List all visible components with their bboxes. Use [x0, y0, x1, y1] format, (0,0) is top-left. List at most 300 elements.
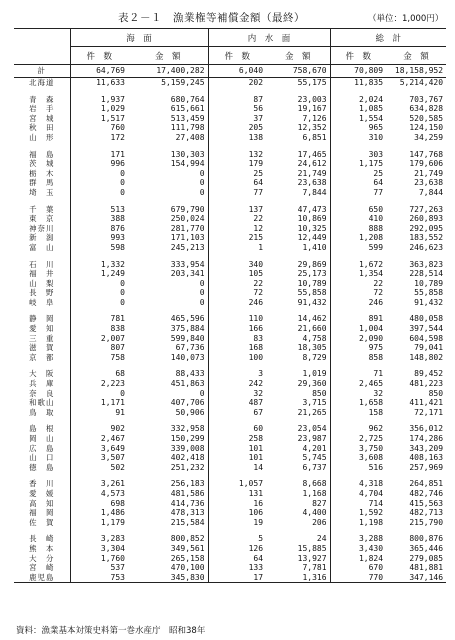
- inland-count-cell: 32: [208, 389, 266, 399]
- total-count-cell: 1,592: [330, 508, 386, 518]
- sea-count-cell: 876: [70, 224, 128, 234]
- inland-count-cell: 132: [208, 150, 266, 160]
- inland-amount-cell: 18,305: [297, 343, 327, 353]
- table-row: [14, 214, 446, 224]
- sea-amount-cell: 0: [199, 297, 205, 307]
- sea-amount-cell: 111,798: [170, 123, 205, 133]
- sea-count-cell: 91: [70, 408, 128, 418]
- total-amount-cell: 292,095: [409, 223, 444, 233]
- total-amount-cell: 482,713: [409, 508, 444, 518]
- total-count-cell: 4,704: [330, 489, 386, 499]
- table-row: [14, 573, 446, 583]
- header-amount: 金 額: [266, 47, 330, 65]
- total-count-cell: 962: [330, 424, 386, 434]
- table-title: 表２－１ 漁業権等補償金額（最終）: [118, 12, 305, 24]
- sea-count-cell: 0: [70, 279, 128, 289]
- inland-amount-cell: 6,737: [302, 462, 327, 472]
- table-row: [14, 279, 446, 289]
- inland-amount-cell: 758,670: [266, 65, 330, 78]
- sea-count-cell: 807: [70, 343, 128, 353]
- sea-count-cell: 3,507: [70, 453, 128, 463]
- total-amount-cell: 279,085: [409, 553, 444, 563]
- table-row: [14, 314, 446, 324]
- total-count-cell: 1,554: [330, 114, 386, 124]
- total-count-cell: 858: [330, 353, 386, 363]
- header-amount: 金 額: [128, 47, 208, 65]
- inland-amount-cell: 14,462: [297, 314, 327, 324]
- table-row: [14, 508, 446, 518]
- sea-amount-cell: 414,736: [170, 498, 205, 508]
- inland-count-cell: 60: [208, 424, 266, 434]
- total-amount-cell: 347,146: [386, 573, 446, 583]
- sea-amount-cell: 245,213: [170, 242, 205, 252]
- total-amount-cell: 72,171: [414, 407, 444, 417]
- total-amount-cell: 411,421: [409, 398, 444, 408]
- prefecture-name: 群 馬: [29, 178, 55, 188]
- inland-amount-cell: 21,265: [297, 407, 327, 417]
- prefecture-name: 山 口: [29, 453, 55, 463]
- sea-amount-cell: 5,159,245: [161, 78, 205, 87]
- table-row: [14, 298, 446, 308]
- inland-count-cell: 22: [208, 279, 266, 289]
- inland-amount-cell: 25,173: [297, 269, 327, 279]
- total-count-cell: 4,318: [330, 479, 386, 489]
- inland-amount-cell: 13,927: [297, 553, 327, 563]
- row-spacer: [14, 417, 446, 424]
- inland-count-cell: 215: [208, 233, 266, 243]
- table-row: [14, 123, 446, 133]
- inland-amount-cell: 91,432: [297, 297, 327, 307]
- table-row: [14, 288, 446, 298]
- inland-count-cell: 101: [208, 444, 266, 454]
- inland-count-cell: 64: [208, 554, 266, 564]
- total-count-cell: 1,672: [330, 260, 386, 270]
- sea-count-cell: 753: [70, 573, 128, 583]
- prefecture-name: 静 岡: [29, 314, 55, 324]
- sea-amount-cell: 800,852: [170, 534, 205, 544]
- sea-count-cell: 3,304: [70, 544, 128, 554]
- total-count-cell: 70,809: [330, 65, 386, 78]
- inland-amount-cell: 3,715: [302, 398, 327, 408]
- total-count-cell: 1,658: [330, 398, 386, 408]
- sea-count-cell: 1,760: [70, 554, 128, 564]
- total-count-cell: 2,090: [330, 334, 386, 344]
- prefecture-name: 兵 庫: [29, 379, 55, 389]
- inland-amount-cell: 4,758: [302, 333, 327, 343]
- inland-count-cell: 77: [208, 188, 266, 198]
- total-count-cell: 3,430: [330, 544, 386, 554]
- sea-amount-cell: 451,863: [170, 379, 205, 389]
- sea-amount-cell: 513,459: [170, 113, 205, 123]
- total-count-cell: 3,750: [330, 444, 386, 454]
- table-row: [14, 104, 446, 114]
- total-amount-cell: 397,544: [409, 324, 444, 334]
- total-count-cell: 310: [330, 133, 386, 143]
- prefecture-name: 和歌山: [29, 398, 55, 408]
- table-body: [14, 65, 446, 583]
- prefecture-name: 島 根: [29, 424, 55, 434]
- sea-count-cell: 171: [70, 150, 128, 160]
- table-row: [14, 188, 446, 198]
- prefecture-name: 三 重: [29, 333, 55, 343]
- source-note: 資料：漁業基本対策史料第一巻水産庁 昭和38年: [16, 626, 206, 636]
- total-count-cell: 965: [330, 123, 386, 133]
- inland-amount-cell: 7,844: [302, 187, 327, 197]
- table-row: [14, 554, 446, 564]
- prefecture-name: 宮 崎: [29, 563, 55, 573]
- total-count-cell: 2,024: [330, 95, 386, 105]
- inland-amount-cell: 17,465: [297, 149, 327, 159]
- prefecture-name: 岩 手: [29, 104, 55, 114]
- total-count-cell: 303: [330, 150, 386, 160]
- prefecture-name: 埼 玉: [29, 187, 55, 197]
- total-amount-cell: 18,158,952: [386, 65, 446, 78]
- sea-amount-cell: 154,994: [170, 159, 205, 169]
- inland-amount-cell: 1,410: [302, 242, 327, 252]
- header-count: 件 数: [330, 47, 386, 65]
- inland-amount-cell: 21,749: [297, 168, 327, 178]
- inland-count-cell: 3: [208, 369, 266, 379]
- total-count-cell: 888: [330, 224, 386, 234]
- table-row: [14, 169, 446, 179]
- inland-amount-cell: 12,352: [297, 123, 327, 133]
- prefecture-name: 大 分: [29, 553, 55, 563]
- table-row: [14, 379, 446, 389]
- row-spacer: [14, 88, 446, 95]
- inland-amount-cell: 55,858: [297, 288, 327, 298]
- sea-amount-cell: 203,341: [170, 269, 205, 279]
- total-count-cell: 64: [330, 178, 386, 188]
- table-row: [14, 205, 446, 215]
- inland-count-cell: 101: [208, 453, 266, 463]
- total-amount-cell: 264,851: [409, 479, 444, 489]
- table-row: [14, 489, 446, 499]
- total-count-cell: 1,175: [330, 159, 386, 169]
- total-amount-cell: 408,163: [409, 453, 444, 463]
- total-count-cell: 1,198: [330, 518, 386, 528]
- sea-amount-cell: 332,958: [170, 424, 205, 434]
- sea-count-cell: 1,937: [70, 95, 128, 105]
- sea-amount-cell: 345,830: [128, 573, 208, 583]
- total-amount-cell: 179,606: [409, 159, 444, 169]
- sea-amount-cell: 140,073: [170, 352, 205, 362]
- sea-amount-cell: 251,232: [170, 462, 205, 472]
- inland-count-cell: 37: [208, 114, 266, 124]
- header-count: 件 数: [208, 47, 266, 65]
- table-row: [14, 499, 446, 509]
- sea-count-cell: 502: [70, 463, 128, 473]
- inland-amount-cell: 850: [312, 388, 327, 398]
- prefecture-name: 山 形: [29, 132, 55, 142]
- prefecture-name: 熊 本: [29, 543, 55, 553]
- table-row: [14, 563, 446, 573]
- prefecture-name: 高 知: [29, 498, 55, 508]
- inland-count-cell: 168: [208, 343, 266, 353]
- sea-amount-cell: 130,303: [170, 149, 205, 159]
- prefecture-name: 計: [14, 65, 70, 78]
- sea-count-cell: 3,283: [70, 534, 128, 544]
- total-amount-cell: 365,446: [409, 543, 444, 553]
- total-count-cell: 3,608: [330, 453, 386, 463]
- header-amount: 金 額: [386, 47, 446, 65]
- inland-amount-cell: 10,789: [297, 278, 327, 288]
- sea-amount-cell: 256,183: [170, 479, 205, 489]
- inland-amount-cell: 24: [316, 534, 327, 544]
- prefecture-name: 奈 良: [29, 388, 55, 398]
- total-amount-cell: 800,876: [409, 534, 444, 544]
- sea-count-cell: 760: [70, 123, 128, 133]
- sea-count-cell: 1,171: [70, 398, 128, 408]
- sea-count-cell: 68: [70, 369, 128, 379]
- prefecture-name: 滋 賀: [29, 343, 55, 353]
- sea-count-cell: 0: [70, 188, 128, 198]
- sea-count-cell: 1,179: [70, 518, 128, 528]
- header-prefecture: [14, 29, 70, 65]
- total-count-cell: 975: [330, 343, 386, 353]
- total-amount-cell: 7,844: [418, 187, 444, 197]
- sea-count-cell: 388: [70, 214, 128, 224]
- inland-count-cell: 6,040: [208, 65, 266, 78]
- inland-amount-cell: 19,167: [297, 104, 327, 114]
- total-amount-cell: 34,259: [414, 132, 444, 142]
- total-count-cell: 770: [330, 573, 386, 583]
- prefecture-name: 広 島: [29, 443, 55, 453]
- prefecture-name: 岐 阜: [29, 297, 55, 307]
- inland-amount-cell: 5,745: [302, 453, 327, 463]
- prefecture-name: 徳 島: [29, 462, 55, 472]
- total-amount-cell: 10,789: [414, 278, 444, 288]
- sea-count-cell: 781: [70, 314, 128, 324]
- sea-count-cell: 0: [70, 178, 128, 188]
- total-amount-cell: 850: [428, 388, 444, 398]
- prefecture-name: 北海道: [29, 78, 55, 87]
- total-count-cell: 246: [330, 298, 386, 308]
- total-amount-cell: 215,790: [409, 517, 444, 527]
- prefecture-name: 香 川: [29, 479, 55, 489]
- inland-amount-cell: 21,660: [297, 324, 327, 334]
- prefecture-name: 青 森: [29, 94, 55, 104]
- total-count-cell: 71: [330, 369, 386, 379]
- total-amount-cell: 228,514: [409, 269, 444, 279]
- sea-amount-cell: 250,024: [170, 214, 205, 224]
- prefecture-name: 神奈川: [29, 223, 55, 233]
- sea-amount-cell: 481,586: [170, 488, 205, 498]
- inland-count-cell: 17: [208, 573, 266, 583]
- total-amount-cell: 5,214,420: [399, 78, 444, 87]
- total-count-cell: 650: [330, 205, 386, 215]
- table-row: [14, 434, 446, 444]
- unit-label: （単位：1,000円）: [368, 14, 444, 24]
- sea-count-cell: 1,029: [70, 104, 128, 114]
- sea-count-cell: 537: [70, 563, 128, 573]
- total-count-cell: 2,465: [330, 379, 386, 389]
- table-row: [14, 133, 446, 143]
- total-count-cell: 22: [330, 279, 386, 289]
- inland-amount-cell: 10,869: [297, 214, 327, 224]
- inland-count-cell: 106: [208, 508, 266, 518]
- sea-amount-cell: 470,100: [170, 563, 205, 573]
- sea-amount-cell: 680,764: [170, 94, 205, 104]
- table-row: [14, 78, 446, 88]
- prefecture-name: 愛 媛: [29, 488, 55, 498]
- total-amount-cell: 246,623: [409, 242, 444, 252]
- table-row: [14, 95, 446, 105]
- inland-count-cell: 5: [208, 534, 266, 544]
- inland-count-cell: 100: [208, 353, 266, 363]
- sea-count-cell: 513: [70, 205, 128, 215]
- sea-amount-cell: 0: [199, 288, 205, 298]
- inland-amount-cell: 15,885: [297, 543, 327, 553]
- sea-count-cell: 11,633: [70, 78, 128, 88]
- inland-count-cell: 83: [208, 334, 266, 344]
- prefecture-name: 鳥 取: [29, 407, 55, 417]
- table-row: [14, 233, 446, 243]
- inland-count-cell: 56: [208, 104, 266, 114]
- sea-amount-cell: 0: [199, 388, 205, 398]
- sea-amount-cell: 67,736: [175, 343, 205, 353]
- sea-amount-cell: 150,299: [170, 434, 205, 443]
- sea-count-cell: 3,649: [70, 444, 128, 454]
- inland-amount-cell: 29,360: [297, 379, 327, 389]
- row-spacer: [14, 307, 446, 314]
- total-count-cell: 32: [330, 389, 386, 399]
- total-amount-cell: 23,638: [414, 178, 444, 188]
- prefecture-name: 福 島: [29, 149, 55, 159]
- total-count-cell: 1,354: [330, 269, 386, 279]
- inland-amount-cell: 29,869: [297, 259, 327, 269]
- inland-count-cell: 16: [208, 499, 266, 509]
- total-count-cell: 1,085: [330, 104, 386, 114]
- total-count-cell: 1,004: [330, 324, 386, 334]
- total-amount-cell: 356,012: [409, 424, 444, 434]
- sea-amount-cell: 17,400,282: [128, 65, 208, 78]
- total-amount-cell: 480,058: [409, 314, 444, 324]
- inland-count-cell: 138: [208, 133, 266, 143]
- inland-count-cell: 1,057: [208, 479, 266, 489]
- total-amount-cell: 174,286: [409, 434, 444, 443]
- sea-amount-cell: 615,661: [170, 104, 205, 114]
- total-amount-cell: 343,209: [409, 443, 444, 453]
- sea-count-cell: 698: [70, 499, 128, 509]
- prefecture-name: 岡 山: [29, 434, 55, 443]
- total-count-cell: 11,835: [330, 78, 386, 88]
- total-amount-cell: 148,802: [409, 352, 444, 362]
- inland-amount-cell: 10,325: [297, 223, 327, 233]
- inland-count-cell: 126: [208, 544, 266, 554]
- sea-count-cell: 0: [70, 389, 128, 399]
- total-amount-cell: 147,768: [409, 149, 444, 159]
- table-row: [14, 224, 446, 234]
- total-count-cell: 25: [330, 169, 386, 179]
- row-spacer: [14, 527, 446, 534]
- sea-count-cell: 0: [70, 288, 128, 298]
- total-amount-cell: 481,223: [409, 379, 444, 389]
- total-amount-cell: 257,969: [409, 462, 444, 472]
- inland-count-cell: 22: [208, 214, 266, 224]
- prefecture-name: 千 葉: [29, 204, 55, 214]
- sea-count-cell: 3,261: [70, 479, 128, 489]
- sea-count-cell: 996: [70, 159, 128, 169]
- inland-count-cell: 242: [208, 379, 266, 389]
- sea-amount-cell: 407,706: [170, 398, 205, 408]
- table-row: [14, 260, 446, 270]
- sea-amount-cell: 0: [199, 187, 205, 197]
- prefecture-name: 佐 賀: [29, 517, 55, 527]
- total-amount-cell: 415,563: [409, 498, 444, 508]
- sea-amount-cell: 339,008: [170, 443, 205, 453]
- sea-count-cell: 1,249: [70, 269, 128, 279]
- row-spacer: [14, 143, 446, 150]
- inland-amount-cell: 23,003: [297, 94, 327, 104]
- inland-count-cell: 110: [208, 314, 266, 324]
- sea-amount-cell: 265,158: [170, 553, 205, 563]
- inland-amount-cell: 23,987: [297, 434, 327, 443]
- row-spacer: [14, 198, 446, 205]
- inland-count-cell: 67: [208, 408, 266, 418]
- total-amount-cell: 55,858: [414, 288, 444, 298]
- total-count-cell: 714: [330, 499, 386, 509]
- compensation-table: [14, 28, 446, 583]
- inland-amount-cell: 1,316: [266, 573, 330, 583]
- total-count-cell: 2,725: [330, 434, 386, 444]
- inland-count-cell: 166: [208, 324, 266, 334]
- prefecture-name: 山 梨: [29, 278, 55, 288]
- inland-count-cell: 1: [208, 243, 266, 253]
- sea-amount-cell: 333,954: [170, 259, 205, 269]
- total-amount-cell: 727,263: [409, 204, 444, 214]
- inland-amount-cell: 4,201: [302, 443, 327, 453]
- table-row: [14, 408, 446, 418]
- table-row: [14, 369, 446, 379]
- sea-count-cell: 172: [70, 133, 128, 143]
- sea-amount-cell: 679,790: [170, 204, 205, 214]
- total-count-cell: 1,208: [330, 233, 386, 243]
- header-sea: 海 面: [70, 29, 208, 47]
- prefecture-name: 京 都: [29, 352, 55, 362]
- sea-amount-cell: 0: [199, 278, 205, 288]
- inland-amount-cell: 827: [312, 498, 327, 508]
- sea-amount-cell: 88,433: [175, 369, 205, 379]
- inland-count-cell: 340: [208, 260, 266, 270]
- inland-amount-cell: 8,668: [302, 479, 327, 489]
- total-amount-cell: 363,823: [409, 259, 444, 269]
- inland-amount-cell: 24,612: [297, 159, 327, 169]
- sea-amount-cell: 50,906: [175, 407, 205, 417]
- sea-count-cell: 4,573: [70, 489, 128, 499]
- sea-count-cell: 1,486: [70, 508, 128, 518]
- prefecture-name: 長 崎: [29, 534, 55, 544]
- inland-amount-cell: 8,729: [302, 352, 327, 362]
- inland-count-cell: 137: [208, 205, 266, 215]
- inland-amount-cell: 6,851: [302, 132, 327, 142]
- prefecture-name: 宮 城: [29, 113, 55, 123]
- total-amount-cell: 124,150: [409, 123, 444, 133]
- inland-count-cell: 487: [208, 398, 266, 408]
- table-row: [14, 150, 446, 160]
- sea-count-cell: 902: [70, 424, 128, 434]
- inland-count-cell: 12: [208, 224, 266, 234]
- inland-amount-cell: 4,400: [302, 508, 327, 518]
- table-row: [14, 334, 446, 344]
- row-spacer: [14, 253, 446, 260]
- prefecture-name: 大 阪: [29, 369, 55, 379]
- inland-count-cell: 87: [208, 95, 266, 105]
- sea-amount-cell: 478,313: [170, 508, 205, 518]
- inland-count-cell: 19: [208, 518, 266, 528]
- total-amount-cell: 183,552: [409, 233, 444, 243]
- sea-count-cell: 64,769: [70, 65, 128, 78]
- inland-amount-cell: 55,175: [297, 78, 327, 87]
